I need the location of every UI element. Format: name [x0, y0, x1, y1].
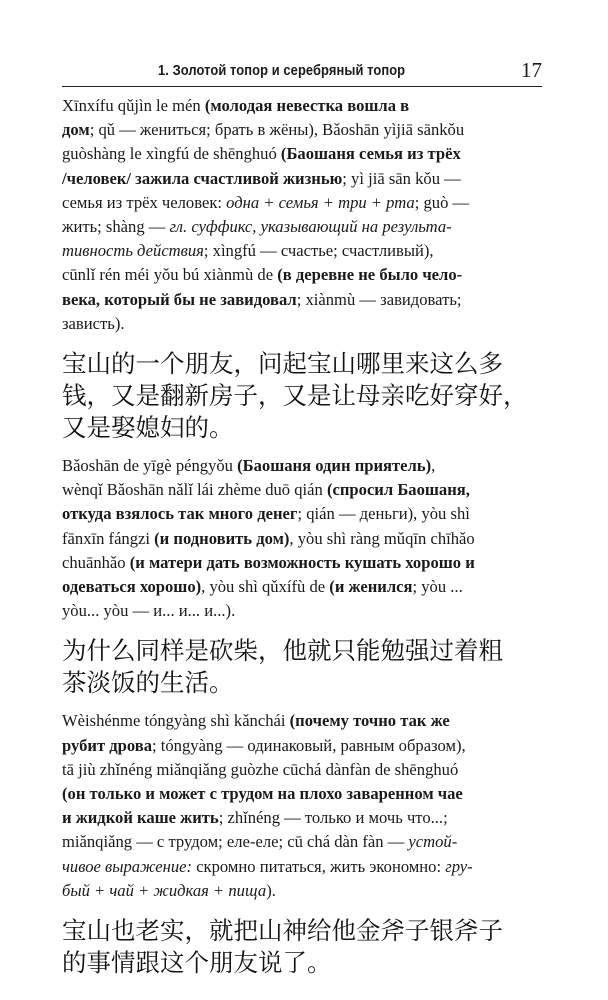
pinyin-text: ; xiànmù — завидовать;: [296, 289, 462, 309]
bold-translation: (в деревне не было чело-: [277, 265, 463, 285]
bold-translation: (почему точно так же: [289, 711, 450, 731]
pinyin-text: зависть).: [62, 313, 125, 333]
pinyin-text: Wèishénme tóngyàng shì kǎnchái: [62, 711, 290, 731]
pinyin-text: fānxīn fángzi: [62, 528, 155, 548]
russian-gloss: [62, 709, 540, 903]
text-line: [62, 215, 540, 239]
pinyin-text: ; qǔ — жениться; брать в жёны), Bǎoshān yìjiā sānkǒu: [89, 120, 465, 140]
pinyin-text: ; yòu ...: [412, 577, 463, 597]
pinyin-text: жить; shàng —: [62, 217, 170, 237]
page-body: [62, 94, 540, 989]
bold-translation: века, который бы не завидовал: [62, 289, 297, 309]
text-line: 宝山也老实，就把山神给他金斧子银斧子: [62, 916, 503, 946]
pinyin-text: wènqǐ Bǎoshān nǎlǐ lái zhème duō qián: [62, 480, 327, 500]
pinyin-text: , yòu shì qǔxífù de: [201, 577, 330, 597]
bold-translation: (молодая невестка вошла в: [204, 96, 410, 115]
pinyin-text: ; qián — деньги), yòu shì: [297, 504, 470, 524]
pinyin-text: ).: [266, 880, 276, 900]
italic-note: тивность действия: [62, 241, 204, 261]
chapter-title: 1. Золотой топор и серебряный топор: [158, 62, 406, 79]
text-line: [62, 502, 540, 526]
russian-gloss: [62, 454, 540, 623]
text-line: [62, 191, 540, 215]
text-line: [62, 478, 540, 502]
bold-translation: /человек/ зажила счастливой жизнью: [62, 168, 343, 188]
text-line: [62, 879, 540, 903]
text-line: [62, 782, 540, 806]
page-number: 17: [521, 58, 542, 82]
pinyin-text: Bǎoshān de yīgè péngyǒu: [62, 456, 238, 476]
chinese-sentence: [62, 348, 540, 444]
text-line: 茶淡饭的生活。: [62, 668, 234, 698]
pinyin-text: ; tóngyàng — одинаковый, равным образом),: [152, 735, 466, 755]
pinyin-text: скромно питаться, жить экономно:: [192, 856, 446, 876]
pinyin-text: chuānhǎo: [62, 552, 130, 572]
text-line: 的事情跟这个朋友说了。: [62, 948, 332, 978]
text-line: 为什么同样是砍柴，他就只能勉强过着粗: [62, 636, 503, 666]
pinyin-text: Xīnxífu qǔjìn le mén: [62, 96, 205, 115]
text-line: [62, 830, 540, 854]
pinyin-text: ; xìngfú — счастье; счастливый),: [203, 241, 434, 261]
pinyin-text: yòu... yòu — и... и... и...).: [62, 601, 236, 621]
pinyin-text: ,: [431, 456, 436, 476]
italic-note: одна + семья + три + рта: [226, 192, 415, 212]
pinyin-text: miǎnqiǎng — с трудом; еле-еле; cū chá dàn fàn —: [62, 832, 409, 852]
bold-translation: (Баошаня семья из трёх: [280, 144, 461, 164]
italic-note: гл. суффикс, указывающий на результа-: [169, 217, 452, 237]
pinyin-text: , yòu shì ràng mǔqīn chīhǎo: [289, 528, 475, 548]
text-line: [62, 709, 540, 733]
bold-translation: дом: [62, 120, 90, 140]
bold-translation: (он только и может с трудом на плохо заваренном чае: [62, 784, 463, 804]
bold-translation: рубит дрова: [62, 735, 153, 755]
italic-note: гру-: [445, 856, 473, 876]
text-line: [62, 599, 540, 623]
bold-translation: откуда взялось так много денег: [62, 504, 298, 524]
pinyin-text: ; yì jiā sān kǒu —: [342, 168, 461, 188]
text-line: [62, 734, 540, 758]
chinese-sentence: [62, 635, 540, 699]
text-line: [62, 855, 540, 879]
italic-note: бый + чай + жидкая + пища: [62, 880, 267, 900]
text-line: [62, 527, 540, 551]
bold-translation: одеваться хорошо): [62, 577, 202, 597]
chinese-sentence: [62, 915, 540, 979]
bold-translation: (и женился: [329, 577, 413, 597]
text-line: [62, 263, 540, 287]
text-line: 又是娶媳妇的。: [62, 413, 234, 443]
text-line: [62, 551, 540, 575]
text-line: [62, 167, 540, 191]
text-line: 宝山的一个朋友，问起宝山哪里来这么多: [62, 349, 503, 379]
pinyin-text: cūnlǐ rén méi yǒu bú xiànmù de: [62, 265, 278, 285]
bold-translation: (и подновить дом): [154, 528, 290, 548]
pinyin-text: ; guò —: [414, 192, 470, 212]
italic-note: чивое выражение:: [62, 856, 193, 876]
text-line: [62, 454, 540, 478]
pinyin-text: семья из трёх человек:: [62, 192, 227, 212]
pinyin-text: guòshàng le xìngfú de shēnghuó: [62, 144, 281, 164]
russian-gloss: [62, 94, 540, 336]
bold-translation: (Баошаня один приятель): [237, 456, 432, 476]
pinyin-text: ; zhǐnéng — только и мочь что...;: [218, 808, 448, 828]
text-line: [62, 758, 540, 782]
text-line: [62, 288, 540, 312]
bold-translation: и жидкой каше жить: [62, 808, 219, 828]
text-line: 钱，又是翻新房子，又是让母亲吃好穿好，: [62, 381, 528, 411]
bold-translation: (и матери дать возможность кушать хорошо и: [129, 552, 475, 572]
italic-note: устой-: [408, 832, 458, 852]
text-line: [62, 94, 540, 118]
text-line: [62, 575, 540, 599]
text-line: [62, 118, 540, 142]
text-line: [62, 806, 540, 830]
bold-translation: (спросил Баошаня,: [326, 480, 470, 500]
text-line: [62, 239, 540, 263]
text-line: [62, 312, 540, 336]
pinyin-text: tā jiù zhǐnéng miǎnqiǎng guòzhe cūchá dànfàn de shēnghuó: [62, 759, 459, 779]
text-line: [62, 142, 540, 166]
running-header: [62, 58, 542, 87]
